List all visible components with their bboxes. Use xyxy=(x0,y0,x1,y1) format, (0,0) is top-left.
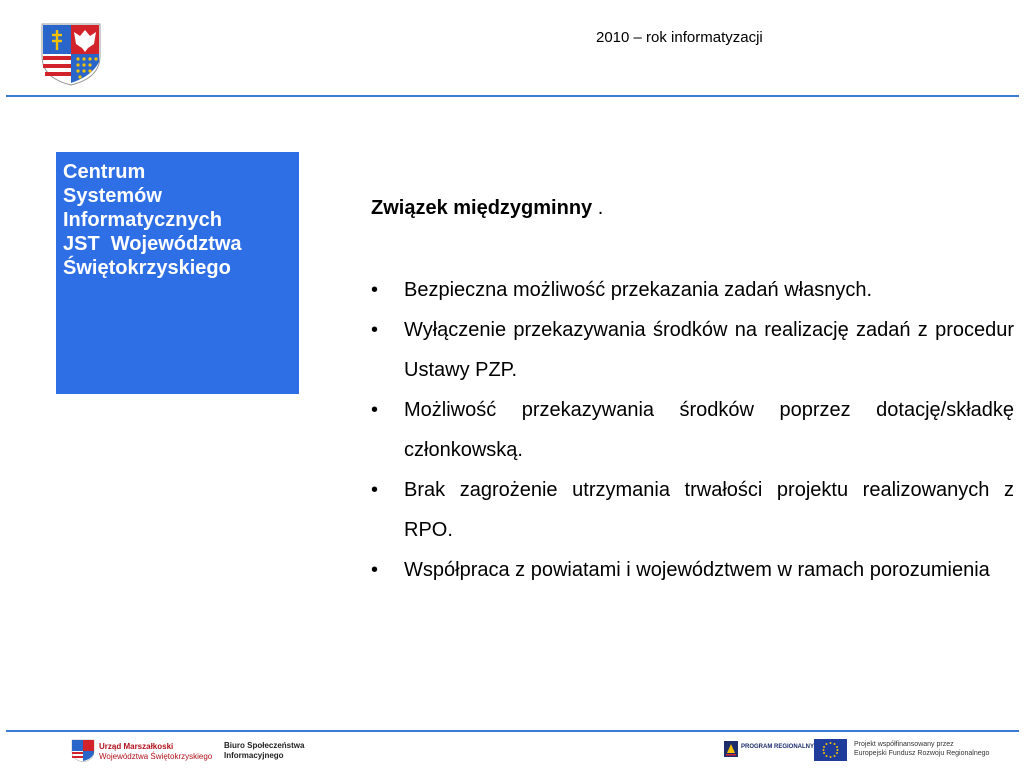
bullet-text: Bezpieczna możliwość przekazania zadań własnych. xyxy=(404,279,873,301)
list-item xyxy=(371,390,1014,470)
footer-urzad-name: Urząd Marszałkoski xyxy=(99,742,174,751)
sidebar-title-line: Centrum xyxy=(63,161,146,183)
list-item xyxy=(371,550,1014,590)
bullet-text: Brak zagrożenie utrzymania trwałości projektu realizowanych z RPO. xyxy=(404,479,1014,541)
main-heading xyxy=(371,197,603,220)
list-item xyxy=(371,310,1014,390)
main-heading-text: Związek międzygminny xyxy=(371,197,593,219)
eu-flag-icon xyxy=(814,739,847,761)
footer-divider xyxy=(6,730,1019,732)
bullet-text: Możliwość przekazywania środków poprzez dotację/składkę członkowską. xyxy=(404,399,1014,461)
footer xyxy=(0,734,1024,768)
header-divider xyxy=(6,95,1019,97)
bullet-icon: • xyxy=(371,319,379,341)
bullet-icon: • xyxy=(371,479,379,501)
bullet-text: Wyłączenie przekazywania środków na realizację zadań z procedur Ustawy PZP. xyxy=(404,319,1014,381)
cofinance-text-line1: Projekt współfinansowany przez xyxy=(854,741,954,748)
sidebar-title-line: JST Województwa xyxy=(63,233,242,255)
bullet-icon: • xyxy=(371,399,379,421)
footer-biuro-name-2: Informacyjnego xyxy=(224,751,284,760)
bullet-icon: • xyxy=(371,279,379,301)
sidebar-title-line: Systemów xyxy=(63,185,162,207)
sidebar-title-line: Informatycznych xyxy=(63,209,222,231)
cofinance-text-line2: Europejski Fundusz Rozwoju Regionalnego xyxy=(854,750,990,757)
coat-of-arms-icon xyxy=(71,739,95,763)
sidebar-title-box xyxy=(56,152,299,394)
footer-biuro-name: Biuro Społeczeństwa xyxy=(224,741,305,750)
bullet-list xyxy=(371,270,1014,590)
list-item xyxy=(371,270,1014,310)
footer-urzad-region: Województwa Świętokrzyskiego xyxy=(99,752,213,761)
program-regionalny-label: PROGRAM REGIONALNY xyxy=(741,744,815,750)
bullet-icon: • xyxy=(371,559,379,581)
list-item xyxy=(371,470,1014,550)
coat-of-arms-icon xyxy=(40,22,102,86)
main-heading-suffix: . xyxy=(592,197,604,219)
program-regionalny-icon xyxy=(724,741,738,757)
slide-header-slogan: 2010 – rok informatyzacji xyxy=(596,29,763,46)
sidebar-title-line: Świętokrzyskiego xyxy=(63,257,231,279)
bullet-text: Współpraca z powiatami i województwem w ramach porozumienia xyxy=(404,559,990,581)
